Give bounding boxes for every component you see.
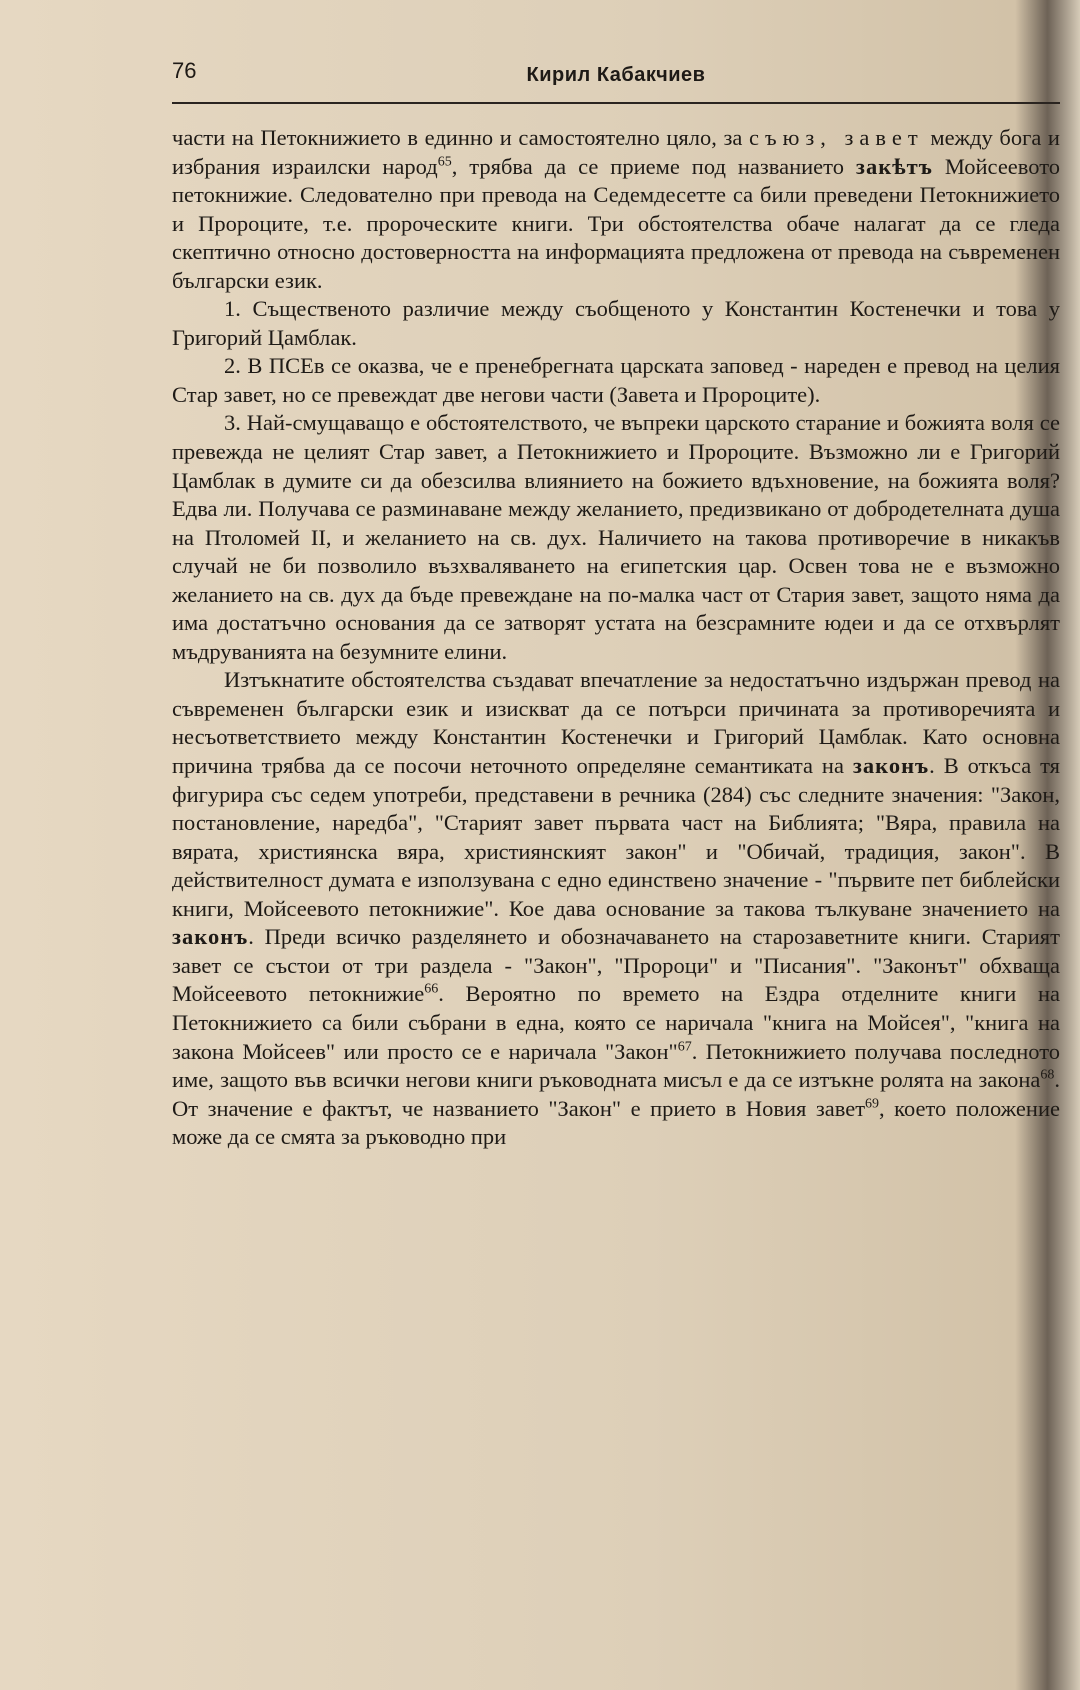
old-slavonic-term: закѣтъ — [855, 153, 933, 179]
text-run: . В откъса тя фигурира със седем употреби, представени в речника (284) със следните значения: "Закон, постановление, наредба", "Старият завет първата част на Библията; "Вяра, правила на вярата, християнска вяра, християнският закон" и "Обичай, традиция, закон". В действителност думата е използувана с едно единствено значение - "първите пет библейски книги, Мойсеевото петокнижие". Кое дава основание за такова тълкуване значението на — [172, 753, 1060, 921]
page-number: 76 — [172, 58, 197, 83]
footnote-ref-68[interactable]: 68 — [1040, 1067, 1055, 1083]
text-run: . От значение е фактът, че названието "Закон" е прието в Новия завет — [172, 1067, 1060, 1121]
text-run: . Петокнижието получава последното име, защото във всички негови книги ръководната мисъл е да се изтъкне ролята на закона — [172, 1038, 1060, 1093]
body-text — [172, 124, 1060, 1152]
old-slavonic-term: законъ — [172, 924, 249, 950]
footnote-ref-67[interactable]: 67 — [677, 1039, 692, 1054]
text-run: , което положение може да се смята за ръководно при — [172, 1095, 1060, 1150]
text-run: . Вероятно по времето на Ездра отделните книги на Петокнижието са били събрани в една, която се наричала "книга на Мойсея", "книга на закона Мойсеев" или просто се е наричала "Закон" — [172, 981, 1060, 1064]
paragraph-0 — [172, 124, 1060, 295]
text-run: , трябва да се приеме под названието — [451, 153, 856, 179]
spaced-term: съюз, завет — [748, 125, 924, 150]
footnote-ref-66[interactable]: 66 — [424, 981, 439, 997]
footnote-ref-69[interactable]: 69 — [865, 1096, 880, 1112]
footnote-ref-65[interactable]: 65 — [437, 154, 452, 170]
text-run: части на Петокнижието в единно и самостоятелно цяло, за — [172, 125, 749, 150]
paragraph-1: 1. Същественото различие между съобщеното у Константин Костенечки и това у Григорий Цамблак. — [172, 296, 1060, 350]
old-slavonic-term: законъ — [852, 753, 930, 779]
text-run: . Преди всичко разделянето и обозначаването на старозаветните книги. Старият завет се състои от три раздела - "Закон", "Пророци" и "Писания". "Законът" обхваща Мойсеевото петокнижие — [172, 924, 1060, 1007]
text-run: Изтъкнатите обстоятелства създават впечатление за недостатъчно издържан превод на съвременен български език и изискват да се потърси причината за противоречията и несъответствието между Константин Костенечки и Григорий Цамблак. Като основна причина трябва да се посочи неточното определяне семантиката на — [172, 667, 1060, 779]
paragraph-2: 2. В ПСЕв се оказва, че е пренебрегната царската заповед - нареден е превод на целия Стар завет, но се превеждат две негови части (Завета и Пророците). — [172, 353, 1060, 407]
paragraph-4 — [172, 666, 1060, 1151]
paragraph-3: 3. Най-смущаващо е обстоятелството, че въпреки царското старание и божията воля се превежда не целият Стар завет, а Петокнижието и Пророците. Възможно ли е Григорий Цамблак в думите си да обезсилва влиянието на божието вдъхновение, на божията воля? Едва ли. Получава се разминаване между желанието, предизвикано от добродетелната душа на Птоломей II, и желанието на св. дух. Наличието на такова противоречие в никакъв случай не би позволило възхваляването на египетския цар. Освен това не е възможно желанието на св. дух да бъде превеждане на по-малка част от Стария завет, защото няма да има достатъчно основания да се затворят устата на безсрамните юдеи и да се отхвърлят мъдруванията на безумните елини. — [172, 410, 1060, 664]
header-rule — [172, 102, 1060, 104]
text-run: Мойсеевото петокнижие. Следователно при превода на Седемдесетте са били преведени Петокнижието и Пророците, т.е. пророческите книги. Три обстоятелства обаче налагат да се гледа скептично относно достоверността на информацията предложена от превода на съвременен български език. — [172, 153, 1061, 293]
running-head: Кирил Кабакчиев — [526, 64, 706, 86]
page-header — [172, 58, 1060, 92]
text-run: между бога и избрания израилски народ — [172, 125, 1060, 179]
